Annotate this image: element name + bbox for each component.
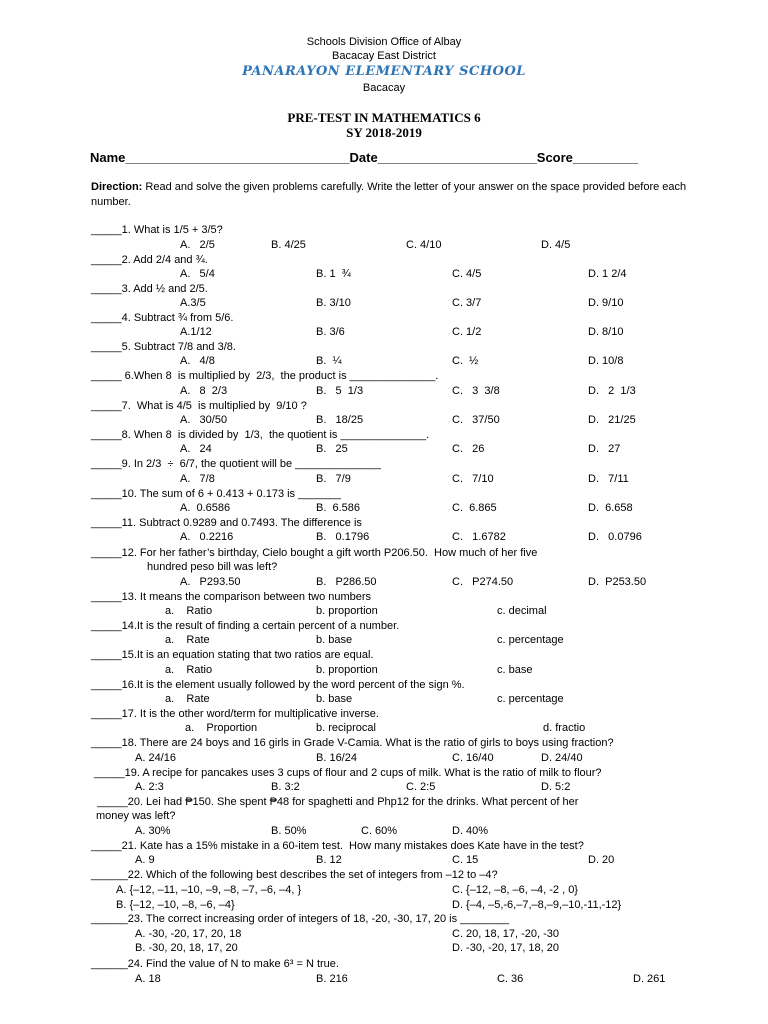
option-b: b. base	[316, 693, 353, 705]
option-a: A. 30%	[135, 825, 171, 837]
option-c: C. 60%	[361, 825, 398, 837]
question-4: _____4. Subtract ¾ from 5/6.	[91, 312, 234, 324]
option-a: A. 0.6586	[180, 502, 231, 514]
option-b: B. 3/10	[316, 297, 351, 309]
option-a: a. Ratio	[165, 664, 213, 676]
option-c: C. P274.50	[452, 576, 514, 588]
option-b: B. {–12, –10, –8, –6, –4}	[116, 899, 235, 911]
option-d: D. 10/8	[588, 355, 624, 367]
option-d: D. 20	[588, 854, 615, 866]
option-a: a. Ratio	[165, 605, 213, 617]
question-18: _____18. There are 24 boys and 16 girls in Grade V-Camia. What is the ratio of girls to boys using fraction?	[91, 737, 614, 749]
question-16: _____16.It is the element usually followed by the word percent of the sign %.	[91, 679, 465, 691]
question-13: _____13. It means the comparison between two numbers	[91, 591, 372, 603]
option-a: A.1/12	[180, 326, 212, 338]
question-22: ______22. Which of the following best describes the set of integers from –12 to –4?	[91, 869, 498, 881]
option-b: B. 3:2	[271, 781, 300, 793]
option-c: C. 3/7	[452, 297, 482, 309]
question-1: _____1. What is 1/5 + 3/5?	[91, 224, 223, 236]
option-c: c. decimal	[497, 605, 547, 617]
option-d: D. 40%	[452, 825, 489, 837]
option-c: c. percentage	[497, 634, 564, 646]
option-c: C. 2:5	[406, 781, 436, 793]
option-c: C. 7/10	[452, 473, 494, 485]
option-b: B. 5 1/3	[316, 385, 364, 397]
option-c: C. 37/50	[452, 414, 500, 426]
direction-text: Read and solve the given problems carefully. Write the letter of your answer on the space provided before each number.	[91, 181, 687, 208]
question-12-continuation: hundred peso bill was left?	[147, 561, 278, 573]
question-12: _____12. For her father’s birthday, Cielo bought a gift worth P206.50. How much of her five	[91, 547, 538, 559]
option-d: D. -30, -20, 17, 18, 20	[452, 942, 560, 954]
option-a: A. 5/4	[180, 268, 215, 280]
question-19: _____19. A recipe for pancakes uses 3 cups of flour and 2 cups of milk. What is the ratio of milk to flour?	[91, 767, 602, 779]
option-c: C. 36	[497, 973, 524, 985]
option-c: C. 26	[452, 443, 485, 455]
option-b: B. ¼	[316, 355, 342, 367]
question-11: _____11. Subtract 0.9289 and 0.7493. The difference is	[91, 517, 362, 529]
option-b: b. proportion	[316, 605, 378, 617]
option-c: C. 1/2	[452, 326, 482, 338]
option-c: C. 16/40	[452, 752, 494, 764]
option-a: A. {–12, –11, –10, –9, –8, –7, –6, –4, }	[116, 884, 302, 896]
option-d: D. 4/5	[541, 239, 571, 251]
school-year: SY 2018-2019	[346, 125, 422, 140]
option-a: A. 7/8	[180, 473, 215, 485]
option-c: C. 3 3/8	[452, 385, 500, 397]
option-b: B. 18/25	[316, 414, 364, 426]
direction	[91, 180, 691, 210]
option-c: C. 4/10	[406, 239, 442, 251]
option-c: C. 15	[452, 854, 479, 866]
option-d: D. P253.50	[588, 576, 647, 588]
option-a: A. P293.50	[180, 576, 241, 588]
option-a: A. 4/8	[180, 355, 215, 367]
option-c: C. 4/5	[452, 268, 482, 280]
option-a: A. -30, -20, 17, 20, 18	[135, 928, 242, 940]
question-17: _____17. It is the other word/term for multiplicative inverse.	[91, 708, 379, 720]
name-date-score-line: Name_______________________________Date______________________Score_________	[90, 150, 638, 165]
option-b: B. P286.50	[316, 576, 377, 588]
option-d: D. 21/25	[588, 414, 636, 426]
option-a: a. Rate	[165, 693, 210, 705]
question-2: _____2. Add 2/4 and ¾.	[91, 254, 208, 266]
town-name: Bacacay	[362, 82, 406, 94]
option-b: B. 1 ¾	[316, 268, 351, 280]
option-a: A. 8 2/3	[180, 385, 228, 397]
option-a: A. 24	[180, 443, 212, 455]
option-a: A. 0.2216	[180, 531, 234, 543]
option-a: A. 18	[135, 973, 161, 985]
option-d: D. 6.658	[588, 502, 633, 514]
option-b: b. base	[316, 634, 353, 646]
option-a: A. 2/5	[180, 239, 215, 251]
option-b: B. 3/6	[316, 326, 345, 338]
question-6: _____ 6.When 8 is multiplied by 2/3, the product is ______________.	[91, 370, 439, 382]
option-a: a. Rate	[165, 634, 210, 646]
question-24: ______24. Find the value of N to make 6³ = N true.	[91, 958, 339, 970]
option-b: B. 16/24	[316, 752, 357, 764]
question-15: _____15.It is an equation stating that two ratios are equal.	[91, 649, 374, 661]
school-name: PANARAYON ELEMENTARY SCHOOL	[242, 64, 526, 79]
option-c: C. ½	[452, 355, 479, 367]
option-c: C. 20, 18, 17, -20, -30	[452, 928, 560, 940]
option-c: c. base	[497, 664, 533, 676]
direction-label: Direction:	[91, 181, 143, 193]
option-a: A. 24/16	[135, 752, 176, 764]
question-3: _____3. Add ½ and 2/5.	[91, 283, 208, 295]
question-14: _____14.It is the result of finding a certain percent of a number.	[91, 620, 400, 632]
question-9: _____9. In 2/3 ÷ 6/7, the quotient will be ______________	[91, 458, 381, 470]
district-name: Bacacay East District	[332, 50, 436, 62]
option-c: c. percentage	[497, 693, 564, 705]
option-d: d. fractio	[543, 722, 586, 734]
question-8: _____8. When 8 is divided by 1/3, the quotient is ______________.	[91, 429, 430, 441]
option-d: D. 7/11	[588, 473, 629, 485]
option-b: b. reciprocal	[316, 722, 376, 734]
option-a: A. 30/50	[180, 414, 228, 426]
option-b: B. 7/9	[316, 473, 351, 485]
option-d: D. 1 2/4	[588, 268, 627, 280]
option-b: B. -30, 20, 18, 17, 20	[135, 942, 238, 954]
test-title: PRE-TEST IN MATHEMATICS 6	[287, 110, 481, 125]
question-20: _____20. Lei had ₱150. She spent ₱48 for spaghetti and Php12 for the drinks. What percent of her	[91, 796, 579, 808]
option-d: D. 9/10	[588, 297, 624, 309]
option-a: A. 9	[135, 854, 155, 866]
option-b: B. 50%	[271, 825, 307, 837]
option-d: D. 24/40	[541, 752, 583, 764]
option-b: B. 4/25	[271, 239, 306, 251]
option-c: C. {–12, –8, –6, –4, -2 , 0}	[452, 884, 578, 896]
option-a: A.3/5	[180, 297, 206, 309]
question-7: _____7. What is 4/5 is multiplied by 9/10 ?	[91, 400, 307, 412]
option-d: D. 8/10	[588, 326, 624, 338]
question-23: ______23. The correct increasing order of integers of 18, -20, -30, 17, 20 is ________	[91, 913, 510, 925]
option-b: B. 25	[316, 443, 348, 455]
option-a: A. 2:3	[135, 781, 164, 793]
option-b: B. 12	[316, 854, 342, 866]
option-c: C. 1.6782	[452, 531, 506, 543]
question-20-continuation: money was left?	[96, 810, 176, 822]
option-b: B. 216	[316, 973, 348, 985]
question-10: _____10. The sum of 6 + 0.413 + 0.173 is _______	[91, 488, 341, 500]
option-d: D. 27	[588, 443, 621, 455]
option-d: D. 0.0796	[588, 531, 642, 543]
option-b: b. proportion	[316, 664, 378, 676]
option-d: D. {–4, –5,-6,–7,–8,–9,–10,-11,-12}	[452, 899, 622, 911]
question-21: _____21. Kate has a 15% mistake in a 60-item test. How many mistakes does Kate have in the test?	[91, 840, 584, 852]
option-a: a. Proportion	[185, 722, 258, 734]
division-office: Schools Division Office of Albay	[306, 36, 462, 48]
option-b: B. 0.1796	[316, 531, 370, 543]
question-5: _____5. Subtract 7/8 and 3/8.	[91, 341, 236, 353]
option-d: D. 2 1/3	[588, 385, 636, 397]
option-d: D. 261	[633, 973, 666, 985]
option-d: D. 5:2	[541, 781, 571, 793]
option-b: B. 6.586	[316, 502, 361, 514]
option-c: C. 6.865	[452, 502, 497, 514]
